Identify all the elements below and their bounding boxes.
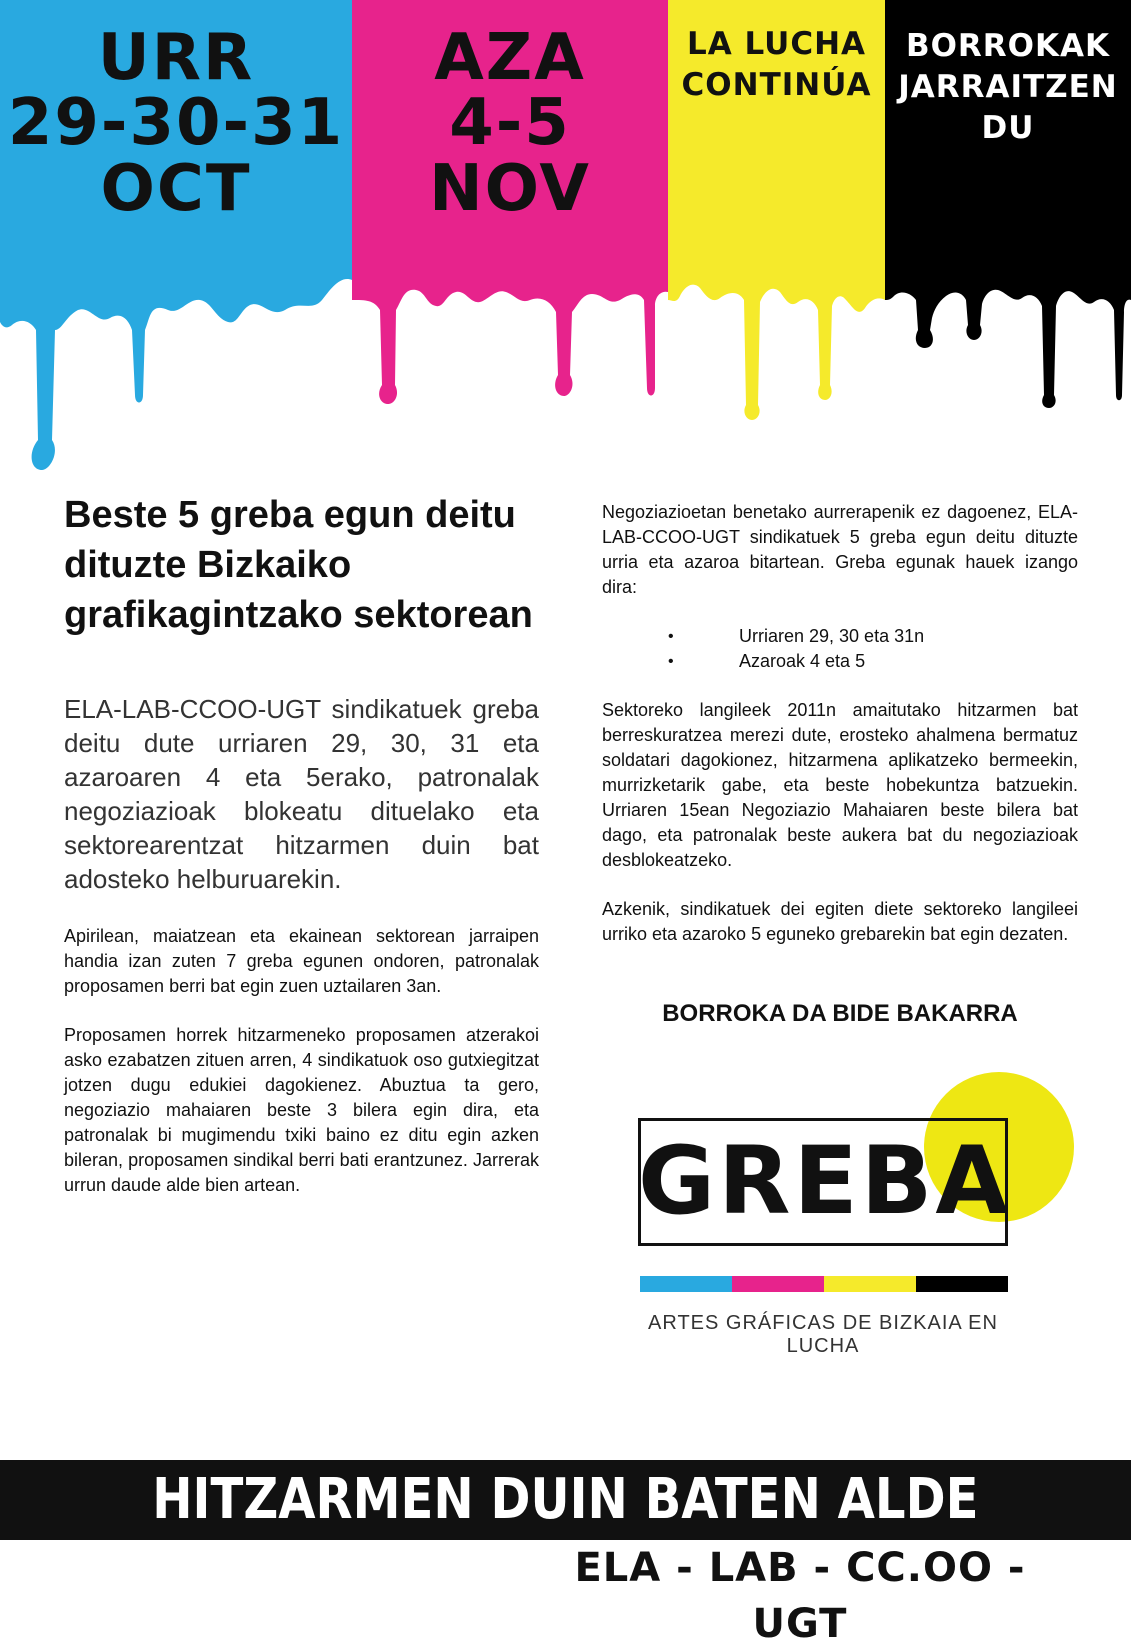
body-paragraph: Negoziazioetan benetako aurrerapenik ez dagoenez, ELA-LAB-CCOO-UGT sindikatuek 5 greba egun deitu dituzte urria eta azaroa bitartean. Greba egunak hauek izango dira: xyxy=(602,502,1078,597)
logo-caption: ARTES GRÁFICAS DE BIZKAIA EN LUCHA xyxy=(648,1312,998,1357)
article-title: Beste 5 greba egun deitu dituzte Bizkaiko grafikagintzako sektorean xyxy=(64,494,533,636)
right-column xyxy=(602,500,1078,971)
union-names: ELA - LAB - CC.OO - UGT xyxy=(574,1545,1026,1647)
band-line: BORROKAK xyxy=(905,28,1111,64)
band-line: CONTINÚA xyxy=(681,66,872,103)
band-line: LA LUCHA xyxy=(686,26,867,62)
body-paragraph: Sektoreko langileek 2011n amaitutako hitzarmen bat berreskuratzea merezi dute, erosteko ahalmena bermatuz soldatari dagokionez, hitzarmena aplikatzeko bermeekin, murrizketarik gabe, eta beste hobekuntza batzuekin. Urriaren 15ean Negoziazio Mahaiaren beste bilera bat dago, eta patronalak beste aukera bat du negoziazioak desblokeatzeko. xyxy=(602,700,1078,870)
logo-wordmark: GREBA xyxy=(638,1127,1012,1236)
cmyk-swatch-yellow xyxy=(824,1276,916,1292)
band-date-oct xyxy=(0,21,352,226)
band-line: 29-30-31 xyxy=(7,86,345,161)
list-item: • Azaroak 4 eta 5 xyxy=(602,649,1078,674)
footer-banner-text: HITZARMEN DUIN BATEN ALDE xyxy=(152,1467,979,1532)
band-date-nov xyxy=(352,21,668,226)
cmyk-swatch-black xyxy=(916,1276,1008,1292)
strike-dates-list xyxy=(602,624,1078,674)
band-line: DU xyxy=(981,109,1035,146)
band-line: 4-5 xyxy=(449,86,571,161)
band-line: AZA xyxy=(434,21,586,95)
band-line: NOV xyxy=(429,151,591,226)
cmyk-swatch-cyan xyxy=(640,1276,732,1292)
footer-banner xyxy=(0,1460,1131,1540)
cmyk-swatch-magenta xyxy=(732,1276,824,1292)
list-item: • Urriaren 29, 30 eta 31n xyxy=(602,624,1078,649)
band-line: JARRAITZEN xyxy=(898,68,1118,105)
body-paragraph: Apirilean, maiatzean eta ekainean sektorean jarraipen handia izan zuten 7 greba egunen ondoren, patronalak proposamen berri bat egin zuen uztailaren 3an. xyxy=(64,926,539,996)
body-paragraph: Proposamen horrek hitzarmeneko proposamen atzerakoi asko ezabatzen zituen arren, 4 sindikatuok oso gutxiegitzat jotzen dugu edukiei dagokienez. Abuztua ta gero, negoziazio mahaiaren beste 3 bilera egin dira, eta patronalak bi mugimendu txiki baino ez ditu egin azken bileran, proposamen sindikal berri bati erantzunez. Jarrerak urrun daude alde bien artean. xyxy=(64,1025,539,1195)
cmyk-color-bar xyxy=(640,1276,1008,1292)
slogan: BORROKA DA BIDE BAKARRA xyxy=(662,1000,1018,1027)
left-column xyxy=(64,490,539,1222)
band-line: OCT xyxy=(100,151,252,226)
body-paragraph: Azkenik, sindikatuek dei egiten diete sektoreko langileei urriko eta azaroko 5 eguneko grebarekin bat egin dezaten. xyxy=(602,899,1078,944)
lead-paragraph: ELA-LAB-CCOO-UGT sindikatuek greba deitu dute urriaren 29, 30, 31 eta azaroaren 4 eta 5erako, patronalak negoziazioak blokeatu dituelako eta sektorearentzat hitzarmen duin bat adosteko helburuarekin. xyxy=(64,694,539,894)
band-slogan-es xyxy=(668,24,885,106)
band-line: URR xyxy=(97,21,255,95)
band-slogan-eu xyxy=(885,26,1131,149)
